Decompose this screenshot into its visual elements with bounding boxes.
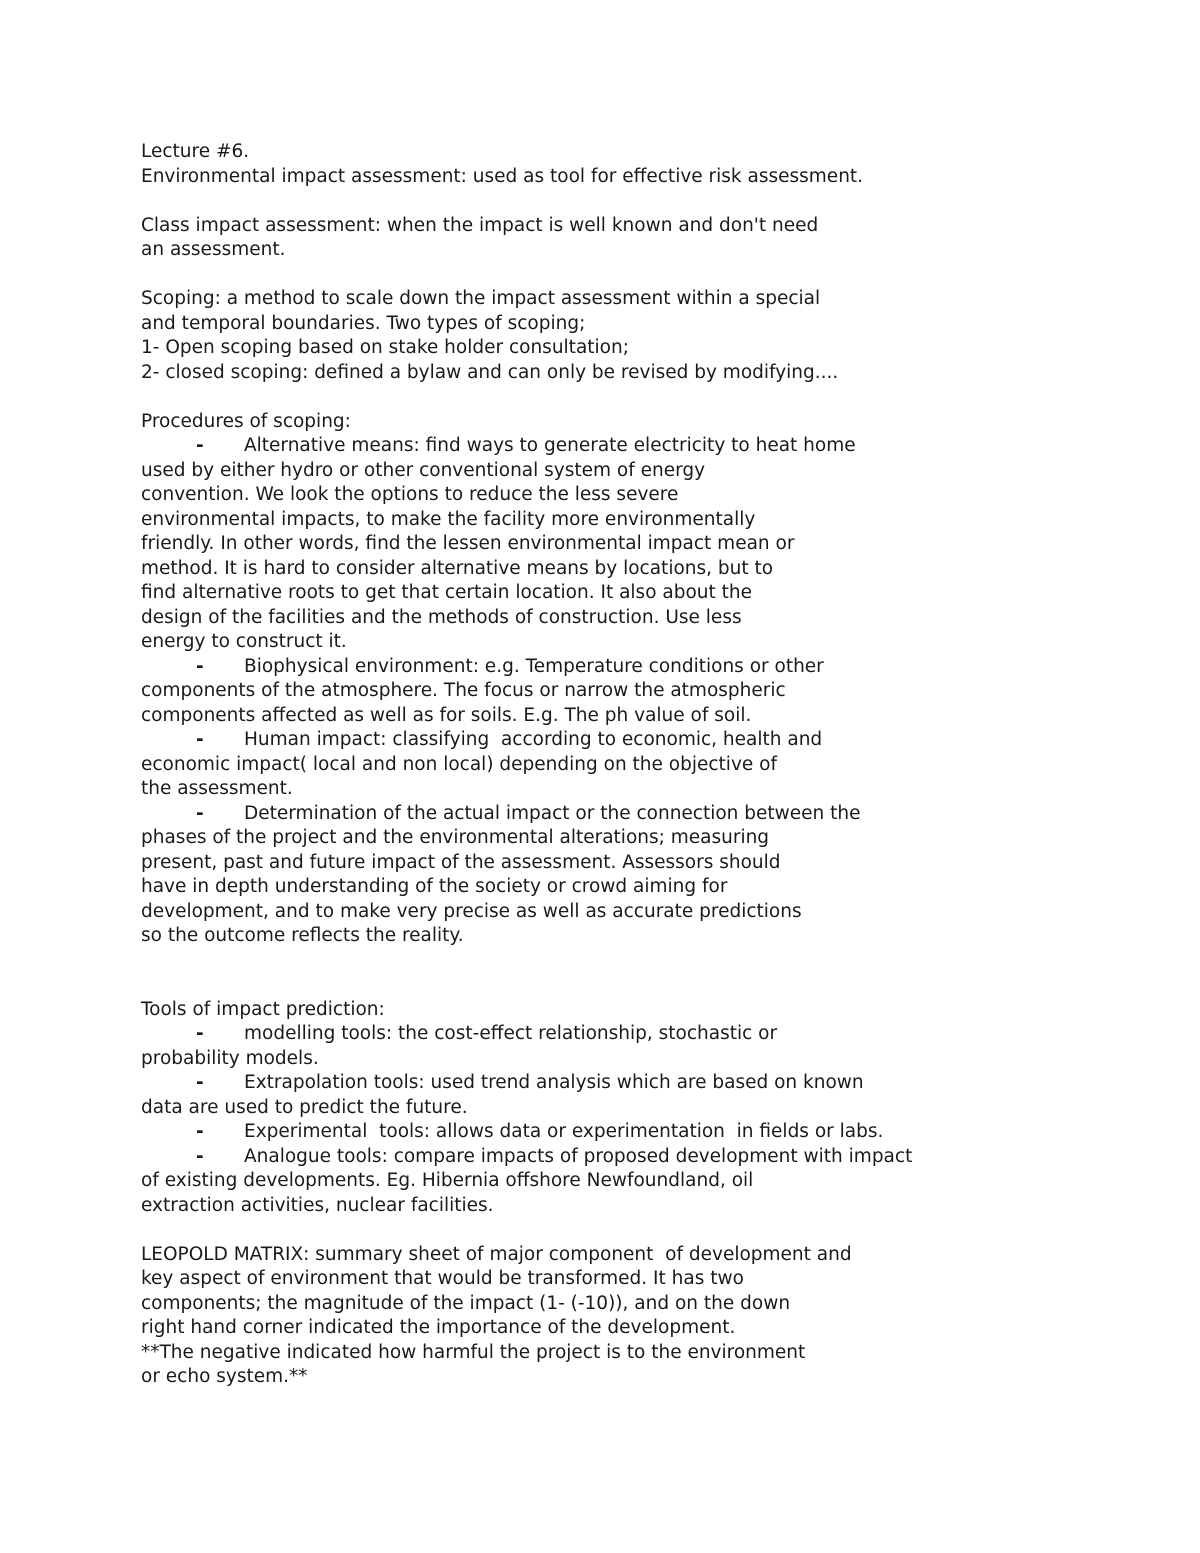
list-item-continuation: method. It is hard to consider alternative means by locations, but to [141,557,774,579]
list-item-text: Alternative means: find ways to generate electricity to heat home [244,435,856,456]
list-item-continuation: friendly. In other words, find the lessen environmental impact mean or [141,533,795,554]
spacer [141,189,981,214]
list-item-continuation: economic impact( local and non local) depending on the objective of [141,753,777,775]
spacer [141,1218,981,1243]
list-item-continuation: energy to construct it. [141,631,347,652]
paragraph-line: 1- Open scoping based on stake holder consultation; [141,337,629,358]
bullet-dash: - [196,435,204,456]
list-item [141,434,981,655]
list-item-text: Extrapolation tools: used trend analysis which are based on known [244,1072,864,1093]
spacer [141,263,981,288]
list-item [141,802,981,949]
bullet-dash: - [196,1072,204,1093]
list-item-text: modelling tools: the cost-effect relationship, stochastic or [244,1023,778,1044]
list-item-text: Human impact: classifying according to economic, health and [244,729,823,750]
list-item-text: Analogue tools: compare impacts of proposed development with impact [244,1145,913,1167]
list-item-continuation: design of the facilities and the methods of construction. Use less [141,606,742,628]
list-item-continuation: convention. We look the options to reduce the less severe [141,484,679,505]
list-item [141,728,981,802]
list-item-continuation: phases of the project and the environmental alterations; measuring [141,827,770,848]
paragraph-line: or echo system.** [141,1366,308,1387]
spacer [141,385,981,410]
document-body [141,140,981,1390]
list-item [141,1145,981,1219]
list-item [141,1071,981,1120]
list-item-first-line [141,728,981,753]
list-item-continuation: used by either hydro or other conventional system of energy [141,459,706,481]
list-item-first-line [141,1071,981,1096]
list-item-continuation: the assessment. [141,778,293,799]
procedures-section [141,410,981,949]
list-item-continuation: development, and to make very precise as well as accurate predictions [141,900,802,922]
list-item-continuation: extraction activities, nuclear facilities. [141,1194,494,1216]
section-heading: Procedures of scoping: [141,410,351,432]
list-item-continuation: of existing developments. Eg. Hibernia offshore Newfoundland, oil [141,1170,754,1191]
list-item-continuation: components of the atmosphere. The focus or narrow the atmospheric [141,680,786,701]
list-item-continuation: data are used to predict the future. [141,1096,468,1118]
list-item-continuation: environmental impacts, to make the facility more environmentally [141,508,756,530]
bullet-dash: - [196,655,204,677]
paragraph-line: 2- closed scoping: defined a bylaw and can only be revised by modifying.... [141,361,839,383]
leopold-matrix-paragraph [141,1243,981,1390]
paragraph-line: key aspect of environment that would be transformed. It has two [141,1268,744,1289]
list-item-text: Determination of the actual impact or the connection between the [244,802,861,824]
paragraph-line: an assessment. [141,239,286,260]
paragraph-line: Scoping: a method to scale down the impact assessment within a special [141,288,821,309]
list-item-first-line [141,1145,981,1170]
list-item-first-line [141,1120,981,1145]
bullet-dash: - [196,802,204,824]
paragraph-line: right hand corner indicated the importance of the development. [141,1317,736,1338]
tools-section [141,998,981,1219]
list-item-text: Experimental tools: allows data or experimentation in fields or labs. [244,1121,884,1142]
list-item-continuation: so the outcome reflects the reality. [141,925,464,946]
list-item-continuation: components affected as well as for soils. E.g. The ph value of soil. [141,704,752,726]
paragraph-line: components; the magnitude of the impact (1- (-10)), and on the down [141,1292,791,1314]
list-item-first-line [141,434,981,459]
bullet-dash: - [196,729,204,750]
list-item-first-line [141,655,981,680]
list-item-continuation: probability models. [141,1047,319,1069]
list-item [141,655,981,729]
lecture-title: Lecture #6. [141,141,250,162]
paragraph-line: **The negative indicated how harmful the project is to the environment [141,1341,806,1363]
bullet-dash: - [196,1023,204,1044]
list-item [141,1022,981,1071]
bullet-dash: - [196,1145,204,1167]
scoping-paragraph [141,287,981,385]
list-item-continuation: present, past and future impact of the assessment. Assessors should [141,851,781,873]
list-item-continuation: find alternative roots to get that certain location. It also about the [141,582,753,603]
list-item [141,1120,981,1145]
bullet-dash: - [196,1121,204,1142]
list-item-first-line [141,1022,981,1047]
list-item-continuation: have in depth understanding of the society or crowd aiming for [141,876,728,897]
intro-paragraph: Environmental impact assessment: used as tool for effective risk assessment. [141,165,864,187]
paragraph-line: and temporal boundaries. Two types of scoping; [141,312,586,334]
list-item-text: Biophysical environment: e.g. Temperature conditions or other [244,655,824,677]
class-impact-paragraph [141,214,981,263]
spacer [141,949,981,998]
paragraph-line: LEOPOLD MATRIX: summary sheet of major component of development and [141,1243,852,1265]
section-heading: Tools of impact prediction: [141,998,385,1020]
list-item-first-line [141,802,981,827]
paragraph-line: Class impact assessment: when the impact is well known and don't need [141,214,819,236]
